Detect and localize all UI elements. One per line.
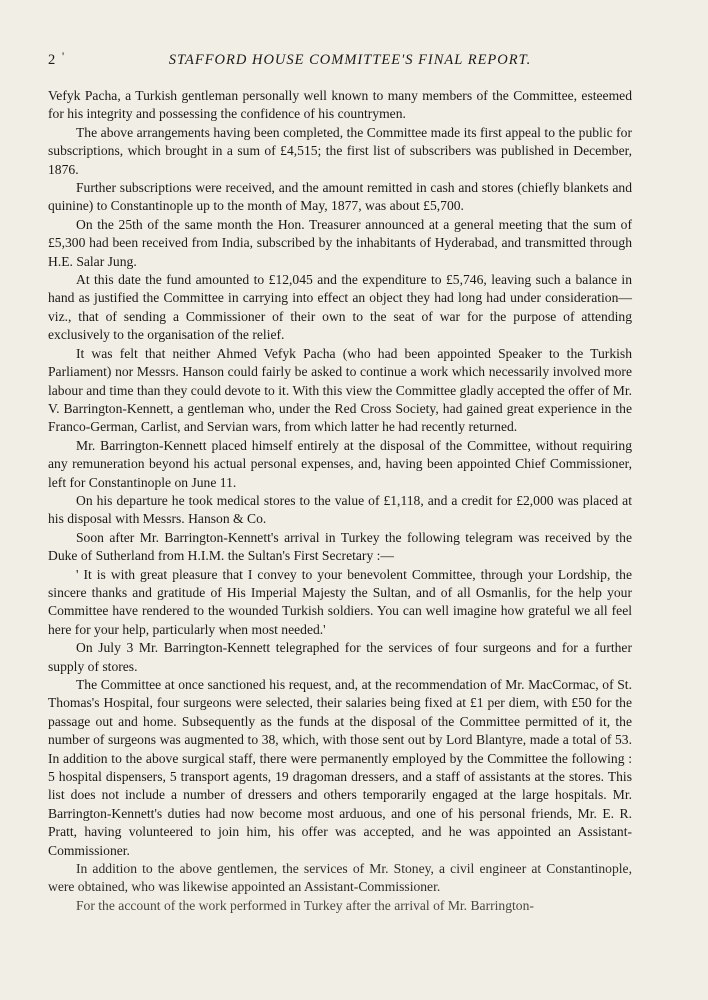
paragraph-9: Soon after Mr. Barrington-Kennett's arrival in Turkey the following telegram was received by the Duke of Sutherland from H.I.M. the Sultan's First Secretary :— (48, 529, 632, 564)
header-mark: ' (62, 49, 65, 63)
body-text (48, 87, 632, 915)
paragraph-4: On the 25th of the same month the Hon. Treasurer announced at a general meeting that the sum of £5,300 had been received from India, subscribed by the inhabitants of Hyderabad, and transmitted through H.E. Salar Jung. (48, 216, 632, 269)
paragraph-6: It was felt that neither Ahmed Vefyk Pacha (who had been appointed Speaker to the Turkish Parliament) nor Messrs. Hanson could fairly be asked to continue a work which necessarily involved more labour and time than they could devote to it. With this view the Committee gladly accepted the offer of Mr. V. Barrington-Kennett, a gentleman who, under the Red Cross Society, had gained great experience in the Franco-German, Carlist, and Servian wars, from which latter he had recently returned. (48, 345, 632, 435)
running-header (48, 49, 632, 74)
paragraph-3: Further subscriptions were received, and the amount remitted in cash and stores (chiefly blankets and quinine) to Constantinople up to the month of May, 1877, was about £5,700. (48, 180, 632, 214)
running-title: STAFFORD HOUSE COMMITTEE'S FINAL REPORT. (168, 52, 532, 68)
paragraph-13: In addition to the above gentlemen, the services of Mr. Stoney, a civil engineer at Constantinople, were obtained, who was likewise appointed an Assistant-Commissioner. (48, 861, 632, 895)
quoted-telegram: ' It is with great pleasure that I convey to your benevolent Committee, through your Lordship, the sincere thanks and gratitude of His Imperial Majesty the Sultan, and of all Osmanlis, for the help your Committee have rendered to the wounded Turkish soldiers. You can well imagine how grateful we all feel here for your help, particularly when most needed.' (48, 566, 632, 637)
paragraph-8: On his departure he took medical stores to the value of £1,118, and a credit for £2,000 was placed at his disposal with Messrs. Hanson & Co. (48, 492, 632, 527)
paragraph-14: For the account of the work performed in Turkey after the arrival of Mr. Barrington- (76, 897, 534, 913)
paragraph-7: Mr. Barrington-Kennett placed himself entirely at the disposal of the Committee, without requiring any remuneration beyond his actual personal expenses, and, having been appointed Chief Commissioner, left for Constantinople on June 11. (48, 437, 632, 490)
paragraph-1: Vefyk Pacha, a Turkish gentleman personally well known to many members of the Committee, esteemed for his integrity and possessing the confidence of his countrymen. (48, 88, 632, 122)
page-number: 2 (48, 52, 56, 68)
paragraph-5: At this date the fund amounted to £12,045 and the expenditure to £5,746, leaving such a balance in hand as justified the Committee in carrying into effect an object they had long had under consideration—viz., that of sending a Commissioner of their own to the seat of war for the purpose of attending exclusively to the organisation of the relief. (48, 272, 632, 343)
paragraph-12: The Committee at once sanctioned his request, and, at the recommendation of Mr. MacCormac, of St. Thomas's Hospital, four surgeons were selected, their salaries being fixed at £1 per diem, with £50 for the passage out and home. Subsequently as the funds at the disposal of the Committee permitted of it, the number of surgeons was augmented to 38, which, with those sent out by Lord Blantyre, made a total of 53. In addition to the above surgical staff, there were permanently employed by the Committee the following : 5 hospital dispensers, 5 transport agents, 19 dragoman dressers, and a staff of assistants at the stores. This list does not include a number of dressers and others temporarily engaged at the large hospitals. Mr. Barrington-Kennett's duties had now become most arduous, and one of his personal friends, Mr. E. R. Pratt, having volunteered to join him, his offer was accepted, and he was appointed an Assistant-Commissioner. (48, 677, 632, 858)
paragraph-11: On July 3 Mr. Barrington-Kennett telegraphed for the services of four surgeons and for a further supply of stores. (48, 640, 632, 674)
paragraph-2: The above arrangements having been completed, the Committee made its first appeal to the public for subscriptions, which brought in a sum of £4,515; the first list of subscribers was published in December, 1876. (48, 124, 632, 177)
